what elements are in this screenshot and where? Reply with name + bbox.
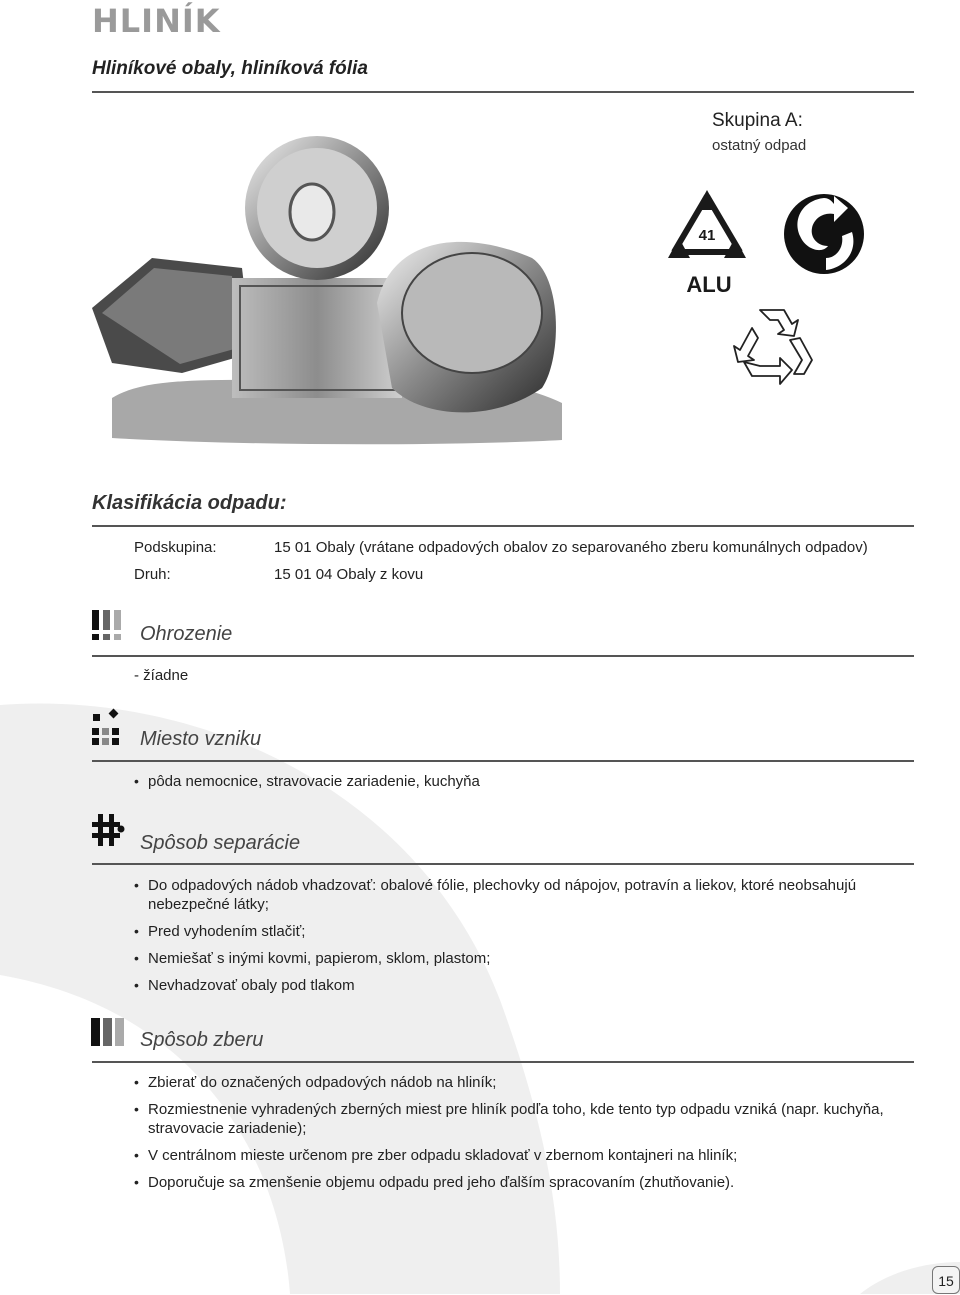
list-item: • Nevhadzovať obaly pod tlakom	[134, 976, 904, 995]
origin-list	[134, 772, 904, 791]
separation-title: Spôsob separácie	[140, 832, 301, 854]
recycle-code-number: 41	[698, 227, 716, 244]
list-item: • pôda nemocnice, stravovacie zariadenie, kuchyňa	[134, 772, 904, 791]
hazard-divider	[92, 655, 914, 657]
page-number: 15	[932, 1266, 960, 1294]
collection-divider	[92, 1061, 914, 1063]
separation-divider	[92, 863, 914, 865]
collection-list	[134, 1073, 904, 1192]
hazard-title: Ohrozenie	[140, 623, 233, 645]
separation-list	[134, 876, 904, 995]
classification-divider	[92, 525, 914, 527]
group-subtitle: ostatný odpad	[712, 137, 807, 154]
hash-sort-icon	[90, 812, 126, 848]
hazard-text: - žíadne	[134, 667, 189, 684]
green-dot-icon	[782, 192, 866, 276]
recycle-code-label: ALU	[686, 272, 732, 297]
page-title: HLINÍK	[92, 2, 221, 40]
origin-title: Miesto vzniku	[140, 728, 262, 750]
type-value: 15 01 04 Obaly z kovu	[274, 566, 424, 583]
list-item: • Do odpadových nádob vhadzovať: obalové fólie, plechovky od nápojov, potravín a liekov, ktoré neobsahujú nebezpečné látky;	[134, 876, 904, 914]
recycling-code-triangle-icon	[662, 188, 752, 298]
classification-heading: Klasifikácia odpadu:	[92, 492, 287, 514]
list-item: • Rozmiestnenie vyhradených zberných miest pre hliník podľa toho, kde tento typ odpadu vzniká (napr. kuchyňa, stravovacie zariadenie);	[134, 1100, 904, 1138]
group-title: Skupina A:	[712, 110, 803, 131]
list-item: • Doporučuje sa zmenšenie objemu odpadu pred jeho ďalším spracovaním (zhutňovanie).	[134, 1173, 904, 1192]
aluminium-packaging-photo	[92, 128, 566, 446]
warning-exclamation-icon	[90, 608, 124, 642]
location-grid-icon	[90, 708, 124, 748]
origin-divider	[92, 760, 914, 762]
list-item: • Nemiešať s inými kovmi, papierom, sklom, plastom;	[134, 949, 904, 968]
collection-bars-icon	[90, 1016, 126, 1048]
collection-title: Spôsob zberu	[140, 1029, 264, 1051]
list-item: • Zbierať do označených odpadových nádob na hliník;	[134, 1073, 904, 1092]
list-item: • V centrálnom mieste určenom pre zber odpadu skladovať v zbernom kontajneri na hliník;	[134, 1146, 904, 1165]
subgroup-value: 15 01 Obaly (vrátane odpadových obalov zo separovaného zberu komunálnych odpadov)	[274, 539, 868, 556]
header-divider	[92, 91, 914, 93]
type-label: Druh:	[134, 566, 171, 583]
recycling-arrows-icon	[730, 306, 814, 386]
page-subtitle: Hliníkové obaly, hliníková fólia	[92, 58, 368, 79]
list-item: • Pred vyhodením stlačiť;	[134, 922, 904, 941]
subgroup-label: Podskupina:	[134, 539, 217, 556]
